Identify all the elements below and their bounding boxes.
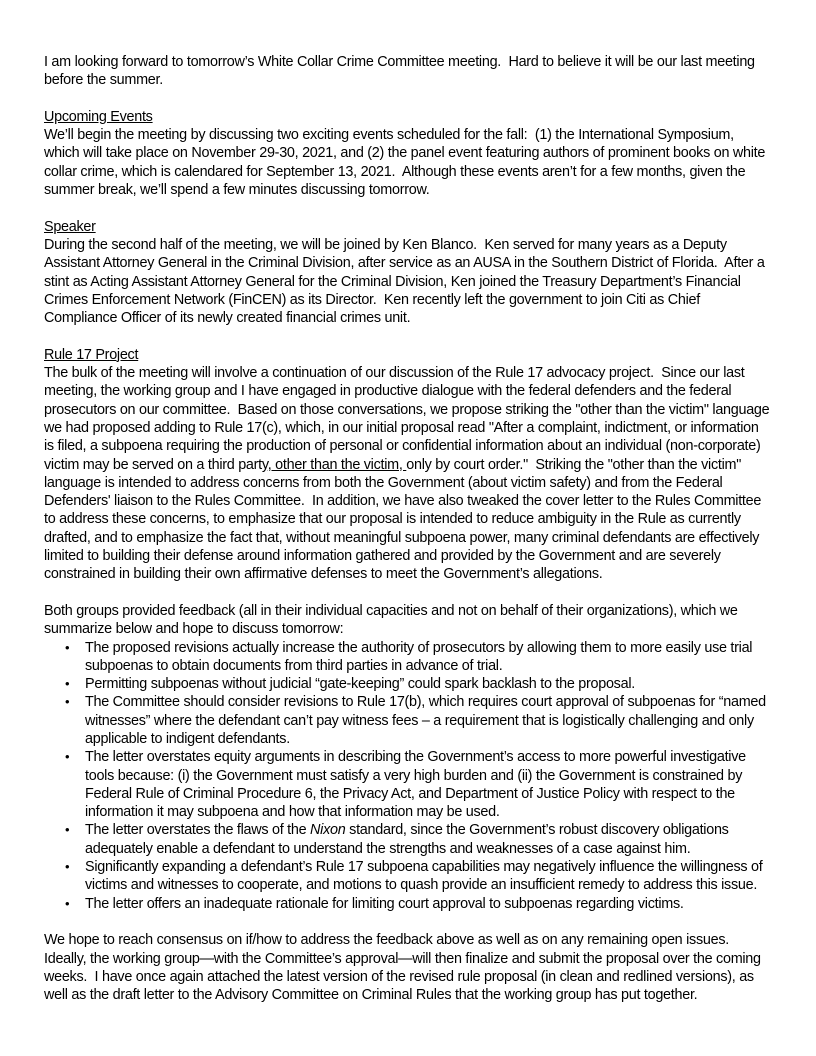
paragraph-rule17	[44, 364, 772, 584]
bullet-text-before-italic: The letter overstates the flaws of the	[85, 822, 311, 839]
rule17-text-before-underline: The bulk of the meeting will involve a continuation of our discussion of the Rule 17 advocacy project. Since our last meeting, the working group and I have engaged in productive dialogue with the federal defenders and the federal prosecutors on our committee. Based on those conversations, we propose striking the "other than the victim" language we had proposed adding to Rule 17(c), which, in our initial proposal read "After a complaint, indictment, or information is filed, a subpoena requiring the production of personal or confidential information about an individual (non-corporate) victim may be served on a third party	[44, 365, 774, 473]
list-item	[65, 748, 772, 821]
bullet-icon: •	[65, 749, 70, 765]
paragraph-closing: We hope to reach consensus on if/how to address the feedback above as well as on any remaining open issues. Ideally, the working group—with the Committee’s approval—will then finalize and submit the proposal over the coming weeks. I have once again attached the latest version of the revised rule proposal (in clean and redlined versions), as well as the draft letter to the Advisory Committee on Criminal Rules that the working group has put together.	[44, 932, 765, 1004]
bullet-icon: •	[65, 694, 70, 710]
nixon-case-name: Nixon	[310, 822, 346, 839]
bullet-text: The proposed revisions actually increase the authority of prosecutors by allowing them to more easily use trial subpoenas to obtain documents from third parties in advance of trial.	[85, 639, 756, 674]
bullet-text: Permitting subpoenas without judicial “gate-keeping” could spark backlash to the proposal.	[85, 676, 635, 693]
list-item	[65, 693, 772, 748]
document-body	[44, 53, 772, 1004]
paragraph-upcoming-events: We’ll begin the meeting by discussing two exciting events scheduled for the fall: (1) the International Symposium, which will take place on November 29-30, 2021, and (2) the panel event featuring authors of prominent books on white collar crime, which is calendared for September 13, 2021. Although these events aren’t for a few months, given the summer break, we’ll spend a few minutes discussing tomorrow.	[44, 127, 769, 199]
bullet-icon: •	[65, 676, 70, 692]
list-item	[65, 895, 772, 913]
bullet-icon: •	[65, 639, 70, 655]
section-heading-speaker: Speaker	[44, 218, 96, 235]
list-item	[65, 821, 772, 858]
list-item	[65, 858, 772, 895]
bullet-text: The letter offers an inadequate rationale for limiting court approval to subpoenas regarding victims.	[85, 895, 684, 912]
bullet-icon: •	[65, 895, 70, 911]
section-heading-rule17-project: Rule 17 Project	[44, 346, 139, 363]
bullet-icon: •	[65, 822, 70, 838]
bullet-text: The letter overstates equity arguments in describing the Government’s access to more powerful investigative tools because: (i) the Government must satisfy a very high burden and (ii) the Government is constrained by Federal Rule of Criminal Procedure 6, the Privacy Act, and Department of Justice Policy with respect to the information it may subpoena and how that information may be used.	[85, 749, 750, 821]
rule17-text-after-underline: only by court order." Striking the "other than the victim" language is intended to address concerns from both the Government (about victim safety) and from the Federal Defenders' liaison to the Rules Committee. In addition, we have also tweaked the cover letter to the Rules Committee to address these concerns, to emphasize that our proposal is intended to reduce ambiguity in the Rule as currently drafted, and to emphasize the fact that, without meaningful subpoena power, many criminal defendants are effectively limited to building their defense around information gathered and provided by the Government and are severely constrained in building their own affirmative defenses to meet the Government’s allegations.	[44, 456, 765, 583]
bullet-text: Significantly expanding a defendant’s Rule 17 subpoena capabilities may negatively influence the willingness of victims and witnesses to cooperate, and motions to quash provide an insufficient remedy to address this issue.	[85, 859, 767, 894]
bullet-icon: •	[65, 859, 70, 875]
bullet-text: The Committee should consider revisions to Rule 17(b), which requires court approval of subpoenas for “named witnesses” where the defendant can’t pay witness fees – a requirement that is logistically challenging and only applicable to indigent defendants.	[85, 694, 770, 747]
list-item	[65, 675, 772, 693]
section-heading-upcoming-events: Upcoming Events	[44, 108, 153, 125]
rule17-underlined-phrase: , other than the victim,	[267, 456, 407, 473]
paragraph-intro: I am looking forward to tomorrow’s White Collar Crime Committee meeting. Hard to believe it will be our last meeting before the summer.	[44, 54, 759, 89]
paragraph-feedback-intro: Both groups provided feedback (all in their individual capacities and not on behalf of their organizations), which we summarize below and hope to discuss tomorrow:	[44, 602, 742, 638]
list-item	[65, 639, 772, 676]
feedback-bullet-list	[44, 639, 772, 913]
paragraph-speaker: During the second half of the meeting, we will be joined by Ken Blanco. Ken served for many years as a Deputy Assistant Attorney General in the Criminal Division, after service as an AUSA in the Southern District of Florida. After a stint as Acting Assistant Attorney General for the Criminal Division, Ken joined the Treasury Department’s Financial Crimes Enforcement Network (FinCEN) as its Director. Ken recently left the government to join Citi as Chief Compliance Officer of its newly created financial crimes unit.	[44, 236, 769, 327]
bullet-text-after-italic: standard, since the Government’s robust discovery obligations adequately enable a defendant to understand the strengths and weaknesses of a case against him.	[85, 822, 733, 857]
